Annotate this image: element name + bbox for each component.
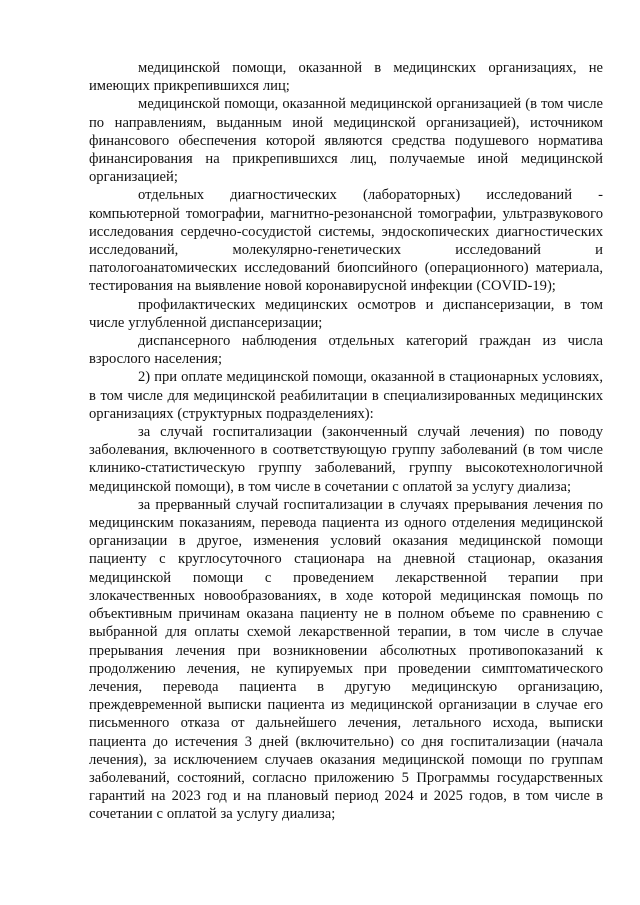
paragraph-completed-hospitalization: за случай госпитализации (законченный случай лечения) по поводу заболевания, включенного в соответствующую группу заболеваний (в том числе клинико-статистическую группу заболеваний, группу высокотехнологичной медицинской помощи), в том числе в сочетании с оплатой за услугу диализа; — [89, 424, 603, 495]
document-page — [89, 59, 603, 824]
paragraph-preventive-exams: профилактических медицинских осмотров и диспансеризации, в том числе углубленной диспансеризации; — [89, 296, 603, 331]
paragraph-no-attached-persons: медицинской помощи, оказанной в медицинских организациях, не имеющих прикрепившихся лиц; — [89, 60, 603, 95]
paragraph-dispensary-observation: диспансерного наблюдения отдельных категорий граждан из числа взрослого населения; — [89, 333, 603, 368]
paragraph-inpatient-care: 2) при оплате медицинской помощи, оказанной в стационарных условиях, в том числе для медицинской реабилитации в специализированных медицинских организациях (структурных подразделениях): — [89, 369, 603, 422]
paragraph-interrupted-hospitalization: за прерванный случай госпитализации в случаях прерывания лечения по медицинским показаниям, перевода пациента из одного отделения медицинской организации в другое, изменения условий оказания медицинской помощи пациенту с круглосуточного стационара на дневной стационар, оказания медицинской помощи с проведением лекарственной терапии при злокачественных новообразованиях, в ходе которой медицинская помощь по объективным причинам оказана пациенту не в полном объеме по сравнению с выбранной для оплаты схемой лекарственной терапии, в том числе в случае прерывания лечения при возникновении абсолютных противопоказаний к продолжению лечения, не купируемых при проведении симптоматического лечения, перевода пациента в другую медицинскую организацию, преждевременной выписки пациента из медицинской организации в случае его письменного отказа от дальнейшего лечения, летального исхода, выписки пациента до истечения 3 дней (включительно) со дня госпитализации (начала лечения), за исключением случаев оказания медицинской помощи по группам заболеваний, состояний, согласно приложению 5 Программы государственных гарантий на 2023 год и на плановый период 2024 и 2025 годов, в том числе в сочетании с оплатой за услугу диализа; — [89, 496, 603, 823]
paragraph-diagnostic-studies: отдельных диагностических (лабораторных) исследований - компьютерной томографии, магнитно-резонансной томографии, ультразвукового исследования сердечно-сосудистой системы, эндоскопических диагностических исследований, молекулярно-генетических исследований и патологоанатомических исследований биопсийного (операционного) материала, тестирования на выявление новой коронавирусной инфекции (COVID-19); — [89, 187, 603, 295]
paragraph-per-capita-financing: медицинской помощи, оказанной медицинской организацией (в том числе по направлениям, выданным иной медицинской организацией), источником финансового обеспечения которой являются средства подушевого норматива финансирования на прикрепившихся лиц, получаемые иной медицинской организацией; — [89, 96, 603, 186]
